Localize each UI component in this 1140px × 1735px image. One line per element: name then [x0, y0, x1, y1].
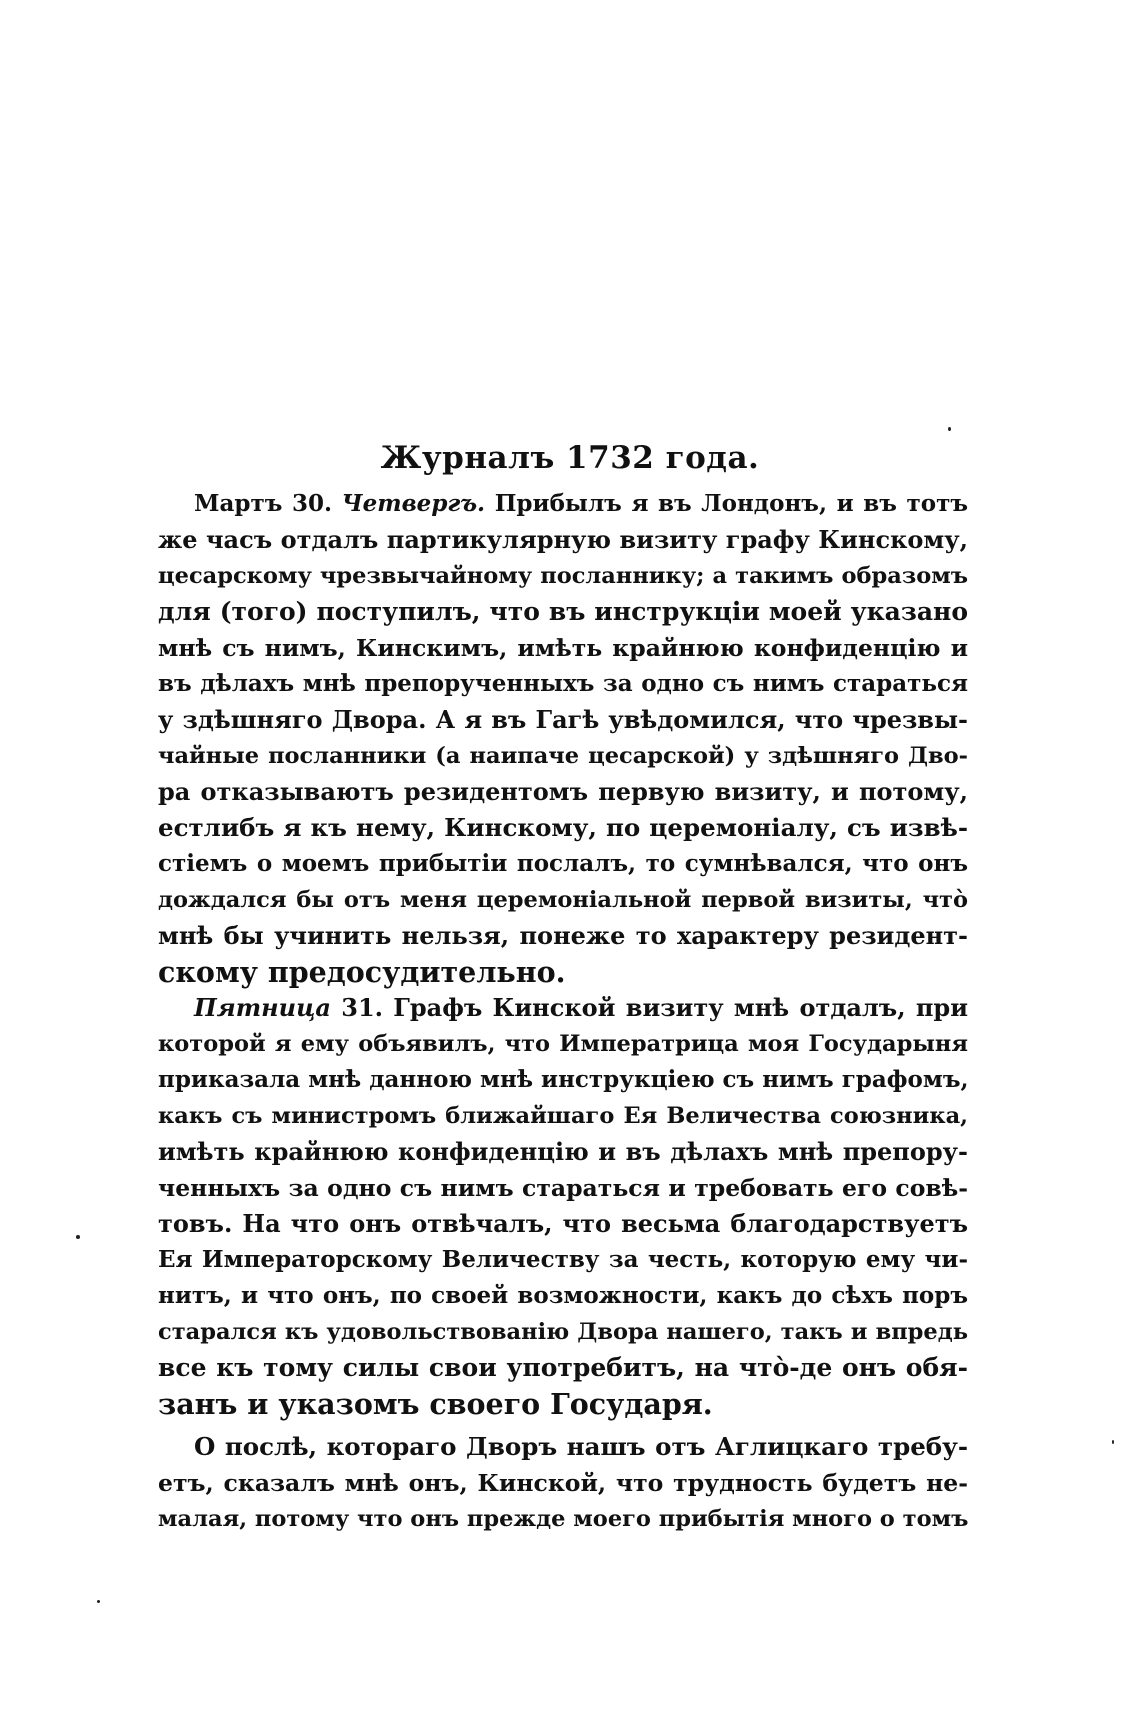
text-line: нитъ, и что онъ, по своей возможности, какъ до сѣхъ поръ	[158, 1282, 968, 1309]
text-line: О послѣ, котораго Дворъ нашъ отъ Аглицкаго требу-	[194, 1432, 968, 1461]
text-line: какъ съ министромъ ближайшаго Ея Величества союзника,	[158, 1103, 968, 1129]
text-line: естлибъ я къ нему, Кинскому, по церемоніалу, съ извѣ-	[158, 813, 968, 842]
text-line: мнѣ съ нимъ, Кинскимъ, имѣть крайнюю конфиденцію и	[158, 634, 968, 662]
text-line: занъ и указомъ своего Государя.	[158, 1387, 713, 1421]
text-line: мнѣ бы учинить нельзя, понеже то характеру резидент-	[158, 921, 968, 950]
paragraph-ambassador	[158, 1429, 968, 1537]
text-line: стіемъ о моемъ прибытіи послалъ, то сумнѣвался, что онъ	[158, 850, 968, 877]
paragraph-march-30	[158, 486, 968, 990]
page-title: Журналъ 1732 года.	[380, 440, 760, 476]
scan-speck	[76, 1235, 80, 1239]
text-line: цесарскому чрезвычайному посланнику; а такимъ образомъ	[158, 563, 968, 589]
text-line: же часъ отдалъ партикулярную визиту графу Кинскому,	[158, 525, 968, 554]
paragraph-friday-31	[158, 990, 968, 1422]
text-line: ченныхъ за одно съ нимъ стараться и требовать его совѣ-	[158, 1174, 968, 1202]
text-line: которой я ему объявилъ, что Императрица моя Государыня	[158, 1031, 968, 1057]
text-line: товъ. На что онъ отвѣчалъ, что весьма благодарствуетъ	[158, 1209, 968, 1238]
text-line: для (того) поступилъ, что въ инструкціи моей указано	[158, 597, 968, 626]
text-line: ра отказываютъ резидентомъ первую визиту, и потому,	[158, 777, 968, 806]
text-line: все къ тому силы свои употребитъ, на что̀-де онъ обя-	[158, 1353, 968, 1382]
text-line: въ дѣлахъ мнѣ препорученныхъ за одно съ нимъ стараться	[158, 670, 968, 697]
text-line: малая, потому что онъ прежде моего прибытія много о томъ	[158, 1506, 969, 1532]
body-text	[158, 486, 968, 1537]
text-line: дождался бы отъ меня церемоніальной первой визиты, что̀	[158, 887, 968, 913]
date-lead: Мартъ 30.	[194, 490, 332, 517]
text-line: имѣть крайнюю конфиденцію и въ дѣлахъ мнѣ препору-	[158, 1137, 968, 1166]
scan-speck	[948, 427, 951, 431]
text-line: Пятница 31. Графъ Кинской визиту мнѣ отдалъ, при	[194, 993, 968, 1022]
text-line: у здѣшняго Двора. А я въ Гагѣ увѣдомился, что чрезвы-	[158, 705, 968, 734]
text-line: скому предосудительно.	[158, 955, 566, 989]
text-line: Мартъ 30. Четвергъ. Прибылъ я въ Лондонъ, и въ тотъ	[194, 490, 968, 517]
scan-speck	[97, 1600, 100, 1603]
weekday: Четвергъ.	[341, 490, 486, 517]
text-line: приказала мнѣ данною мнѣ инструкціею съ нимъ графомъ,	[158, 1066, 969, 1093]
text-line: Ея Императорскому Величеству за честь, которую ему чи-	[158, 1246, 968, 1273]
weekday: Пятница	[194, 993, 331, 1022]
text-line: старался къ удовольствованію Двора нашего, такъ и впредь	[158, 1319, 968, 1345]
text-line: етъ, сказалъ мнѣ онъ, Кинской, что трудность будетъ не-	[158, 1469, 968, 1497]
text-line: чайные посланники (а наипаче цесарской) у здѣшняго Дво-	[158, 743, 968, 769]
scan-speck	[1112, 1440, 1114, 1444]
